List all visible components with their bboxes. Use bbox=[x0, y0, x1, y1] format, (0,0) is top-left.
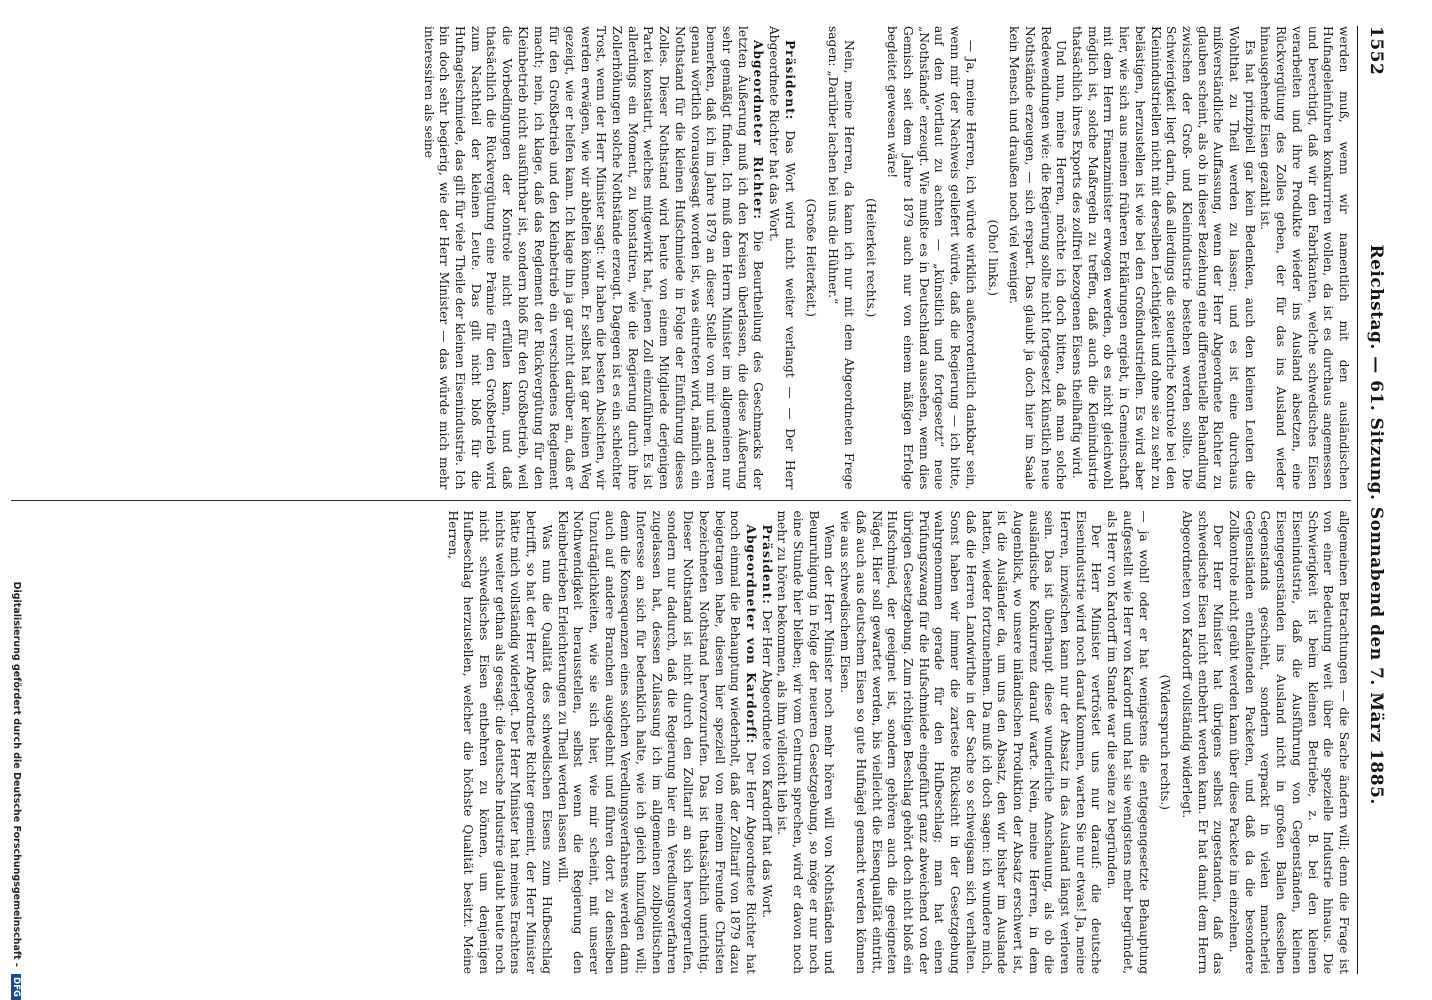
paragraph bbox=[1225, 511, 1351, 975]
page-title: Reichstag. — 61. Sitzung. Sonnabend den 7. März 1885. bbox=[1366, 244, 1386, 805]
paragraph bbox=[837, 511, 1104, 975]
paragraph bbox=[1178, 511, 1225, 975]
column-left bbox=[11, 26, 1351, 490]
interjection: (Große Heiterkeit.) bbox=[804, 198, 819, 318]
paragraph bbox=[825, 26, 856, 490]
paragraph-text: Die Beurtheilung des Geschmacks der letzten Äußerung muß ich den Kreisen überlassen, die diese Äußerung sehr gemäßigt finden. Ich muß dem Herrn Minister im allgemeinen nur bemerken, daß ich im Jahre 1879 an dieser Stelle von mir und anderen genau wörtlich vorausgesagt worden ist, was eintreten wird, nämlich ein Nothstand für die kleinen Hufschmiede in Folge der Einführung dieses Zolles. Dieser Nothstand wird heute von einem Mitgliede derjenigen Partei konstatirt, welches mitgewirkt hat, jenen Zoll einzuführen. Es ist allerdings ein Moment, zu konstatiren, wie die Regierung durch ihre Zollerhöhungen solche Nothstände erzeugt. Dagegen ist es ein schlechter Trost, wenn der Herr Minister sagt: wir haben die besten Absichten, wir werden erwägen, wie wir abhelfen können. Er selbst hat gar keinen Weg gezeigt, wie er helfen kann. Ich klage ihn ja gar nicht darüber an, daß er für den Großbetrieb und den Kleinbetrieb ein verschiedenes Reglement macht; nein, ich klage, daß das Reglement der Rückvergütung für den Kleinbetrieb nicht ausführbar ist, sondern bloß für den Großbetrieb, weil die Vorbedingungen der Kontrole nicht erfüllen kann, und daß thatsächlich die Rückvergütung eine Prämie für den Großbetrieb wird zum Nachtheil der kleinen Leute. Das gilt nicht bloß für die Hufnagelschmiede, das gilt für viele Theile der kleinen Eisenindustrie. Ich bin doch sehr begierig, wie der Herr Minister — das würde mich mehr interessiren als seine bbox=[421, 26, 766, 490]
paragraph-text: Der Herr Abgeordnete von Kardorff hat das Wort. bbox=[759, 609, 774, 919]
paragraph bbox=[1103, 511, 1150, 975]
text-columns bbox=[11, 26, 1351, 974]
speaker-name: Abgeordneter von Kardorff: bbox=[743, 524, 758, 752]
paragraph bbox=[1006, 26, 1069, 490]
page-header bbox=[1360, 26, 1386, 974]
credit-text: Digitalisierung gefördert durch die Deutsche Forschungsgemeinschaft - bbox=[11, 581, 22, 967]
paragraph bbox=[420, 26, 765, 490]
paragraph bbox=[444, 511, 554, 975]
interjection: (Oho! links.) bbox=[985, 219, 1000, 297]
paragraph-text: — Ja, meine Herren, ich würde wirklich außerordentlich dankbar sein, wenn mir der Nachweis geliefert würde, daß die Regierung — ich bitte, auf den Wortlaut zu achten — „künstlich und fortgesetzt“ neue „Nothstände“ erzeugt. Wie mußte es in Deutschland aussehen, wenn dies Gemisch seit dem Jahre 1879 auch nur von einem mäßigen Erfolge begleitet gewesen wäre! bbox=[885, 26, 978, 490]
paragraph-text: Und nun, meine Herren, möchte ich doch bitten, daß man solche Redewendungen wie: die Regierung sollte nicht fortgesetzt künstlich neue Nothstände erzeugen, — sich erspart. Das glaubt ja doch hier im Saale kein Mensch und draußen noch viel weniger. bbox=[1007, 26, 1069, 490]
paragraph bbox=[554, 511, 758, 975]
paragraph-text: allgemeinen Betrachtungen — die Sache ändern will; denn die Frage ist von einer Bedeutung weit über die spezielle Industrie hinaus. Die Schwierigkeit ist beim kleinen Betriebe, z. B. bei den kleinen Eisenindustrie, daß die Ausführung von Gegenständen, kleinen Eisengegenständen ins Ausland nicht in großen Ballen desselben Gegenstands geschieht, sondern verpackt in vielen mancherlei Gegenständen enthaltenden Packeten, und daß da die besondere Zollkontrole nicht geübt werden kann über diese Packete im einzelnen. bbox=[1227, 510, 1351, 974]
page-number: 1552 bbox=[1366, 26, 1386, 76]
paragraph-text: Der Herr Abgeordnete Richter hat noch einmal die Behauptung wiederholt, daß der Zolltarif von 1879 dazu beigetragen habe, diesen hier speziell von meinem Freunde Christen bezeichneten Nothstand hervorzurufen. Das ist thatsächlich unrichtig. Dieser Nothstand ist nicht durch den Zolltarif an sich hervorgerufen, sondern nur dadurch, daß die Regierung hier ein Veredlungsverfahren zugelassen hat, dessen Zulassung ich im allgemeinen zollpolitischen Interesse an sich für bedenklich halte, wie ich gleich hinzufügen will; denn die Konsequenzen eines solchen Veredlungsverfahrens werden dann auch auf andere Branchen ausgedehnt und führen dort zu denselben Unzuträglichkeiten, wie sie sich hier, wie mir scheint, mit unserer Nothwendigkeit herausstellen, selbst wenn die Regierung den Kleinbetrieben Erleichterungen zu Theil werden lassen will. bbox=[555, 510, 758, 974]
paragraph bbox=[1257, 26, 1351, 490]
speaker-name: Präsident: bbox=[759, 524, 774, 610]
paragraph bbox=[774, 511, 837, 975]
paragraph-text: Was nun die Qualität des schwedischen Eisens zum Hufbeschlag betrifft, so hat der Herr Abgeordnete Richter gemeint, der Herr Minister hätte mich vollständig widerlegt. Der Herr Minister hat meines Erachtens nichts weiter gethan als gesagt: die deutsche Industrie glaubt heute noch nicht schwedisches Eisen entbehren zu können, um denjenigen Hufbeschlag herzustellen, welcher die höchste Qualität besitzt. Meine Herren, bbox=[445, 510, 554, 974]
paragraph bbox=[884, 26, 978, 490]
interjection: (Heiterkeit rechts.) bbox=[863, 198, 878, 318]
paragraph-text: Das Wort wird nicht weiter verlangt — — Der Herr Abgeordnete Richter hat das Wort. bbox=[767, 26, 797, 490]
paragraph bbox=[1068, 26, 1256, 490]
paragraph-text: werden muß, wenn wir namentlich mit den ausländischen Hufnageleinfuhren konkurriren wollen, da ist es durchaus angemessen und berechtigt, daß wir den Fabrikanten, welche schwedisches Eisen verarbeiten und ihre Produkte wieder ins Ausland absetzen, eine Rückvergütung des Zolles geben, der für das ins Ausland wieder hinausgehende Eisen gezahlt ist. bbox=[1258, 26, 1351, 490]
interjection: (Widerspruch rechts.) bbox=[1158, 674, 1173, 811]
paragraph-text: — ja wohl! oder er hat wenigstens die entgegengesetzte Behauptung aufgestellt wie Herr von Kardorff und hat sie wenigstens mehr begründet, als Herr von Kardorff im Stande war die seine zu begründen. bbox=[1105, 510, 1151, 974]
paragraph bbox=[758, 511, 774, 975]
paragraph-text: Nein, meine Herren, da kann ich nur mit dem Abgeordneten Frege sagen: „Darüber lachen bei uns die Hühner.“ bbox=[826, 26, 856, 490]
speaker-name: Präsident: bbox=[782, 40, 797, 131]
digitization-credit bbox=[4, 0, 22, 1000]
dfg-logo: DFG bbox=[11, 974, 21, 1000]
header-rule bbox=[1357, 26, 1358, 974]
column-divider bbox=[11, 500, 1351, 501]
paragraph-text: Der Herr Minister vertröstet uns nur darauf: die deutsche Eisenindustrie wird noch darauf kommen, warten Sie nur etwas! Ja, meine Herren, inzwischen kann nur der Absatz in das Ausland längst verloren sein. Das ist überhaupt diese wunderliche Anschauung, als ob die ausländische Konkurrenz darauf warte. Nein, meine Herren, in dem Augenblick, wo unsere inländischen Produktion der Absatz erschwert ist, ist die Ausländer da, um uns den Absatz, den wir bisher im Auslande hatten, wieder fortzunehmen. Da muß ich doch sagen: ich wundere mich, daß die Herren Landwirthe in der Sache so schweigsam sich verhalten. Sonst haben wir immer die zarteste Rücksicht in der Gesetzgebung wahrgenommen gerade für den Hufbeschlag; man hat einen Prüfungszwang für die Hufschmiede eingeführt ganz abweichend von der übrigen Gesetzgebung. Zum richtigen Beschlag gehört doch nicht bloß ein Hufschmied, der geeignet ist, sondern gehören auch die geeigneten Nägel. Hier soll gewartet werden, bis vielleicht die Eisenqualität eintritt, daß auch aus deutschem Eisen so gute Hufnägel gemacht werden können wie aus schwedischem Eisen. bbox=[838, 510, 1104, 974]
column-right bbox=[11, 511, 1351, 975]
paragraph bbox=[765, 26, 796, 490]
paragraph-text: Wenn der Herr Minister noch mehr hören will von Nothständen und Beunruhigung in Folge der neueren Gesetzgebung, so möge er nur noch eine Stunde hier bleiben; wir vom Centrum sprechen, wird er davon noch mehr zu hören bekommen, als ihm vielleicht lieb ist. bbox=[775, 510, 837, 974]
paragraph-text: Es hat prinzipiell gar kein Bedenken, auch den kleinen Leuten die Wohlthat zu Theil werden zu lassen; und es ist eine durchaus mißverständliche Auffassung, wenn der Herr Abgeordnete Richter zu glauben scheint, als ob in dieser Beziehung eine differentielle Behandlung zwischen der Groß- und Kleinindustrie bestehen werden sollte. Die Schwierigkeit liegt darin, daß allerdings die steuerliche Kontrole bei den Kleinindustriellen nicht mit derselben Leichtigkeit und ohne sie zu sehr zu belästigen, herzustellen ist wie bei den Großindustriellen. Es wird aber hier, wie sich aus meinen früheren Erklärungen ergiebt, in Gemeinschaft mit dem Herrn Finanzminister erwogen werden, ob es nicht gleichwohl möglich ist, solche Maßregeln zu treffen, daß auch die Kleinindustrie thatsächlich ihres Exports des zollfrei bezogenen Eisens theilhaftig wird. bbox=[1070, 26, 1257, 490]
paragraph-text: Der Herr Minister hat übrigens selbst zugestanden, daß das schwedische Eisen nicht entbehrt werden kann. Er hat damit dem Herrn Abgeordneten von Kardorff vollständig widerlegt. bbox=[1179, 510, 1226, 974]
speaker-name: Abgeordneter Richter: bbox=[751, 40, 766, 231]
